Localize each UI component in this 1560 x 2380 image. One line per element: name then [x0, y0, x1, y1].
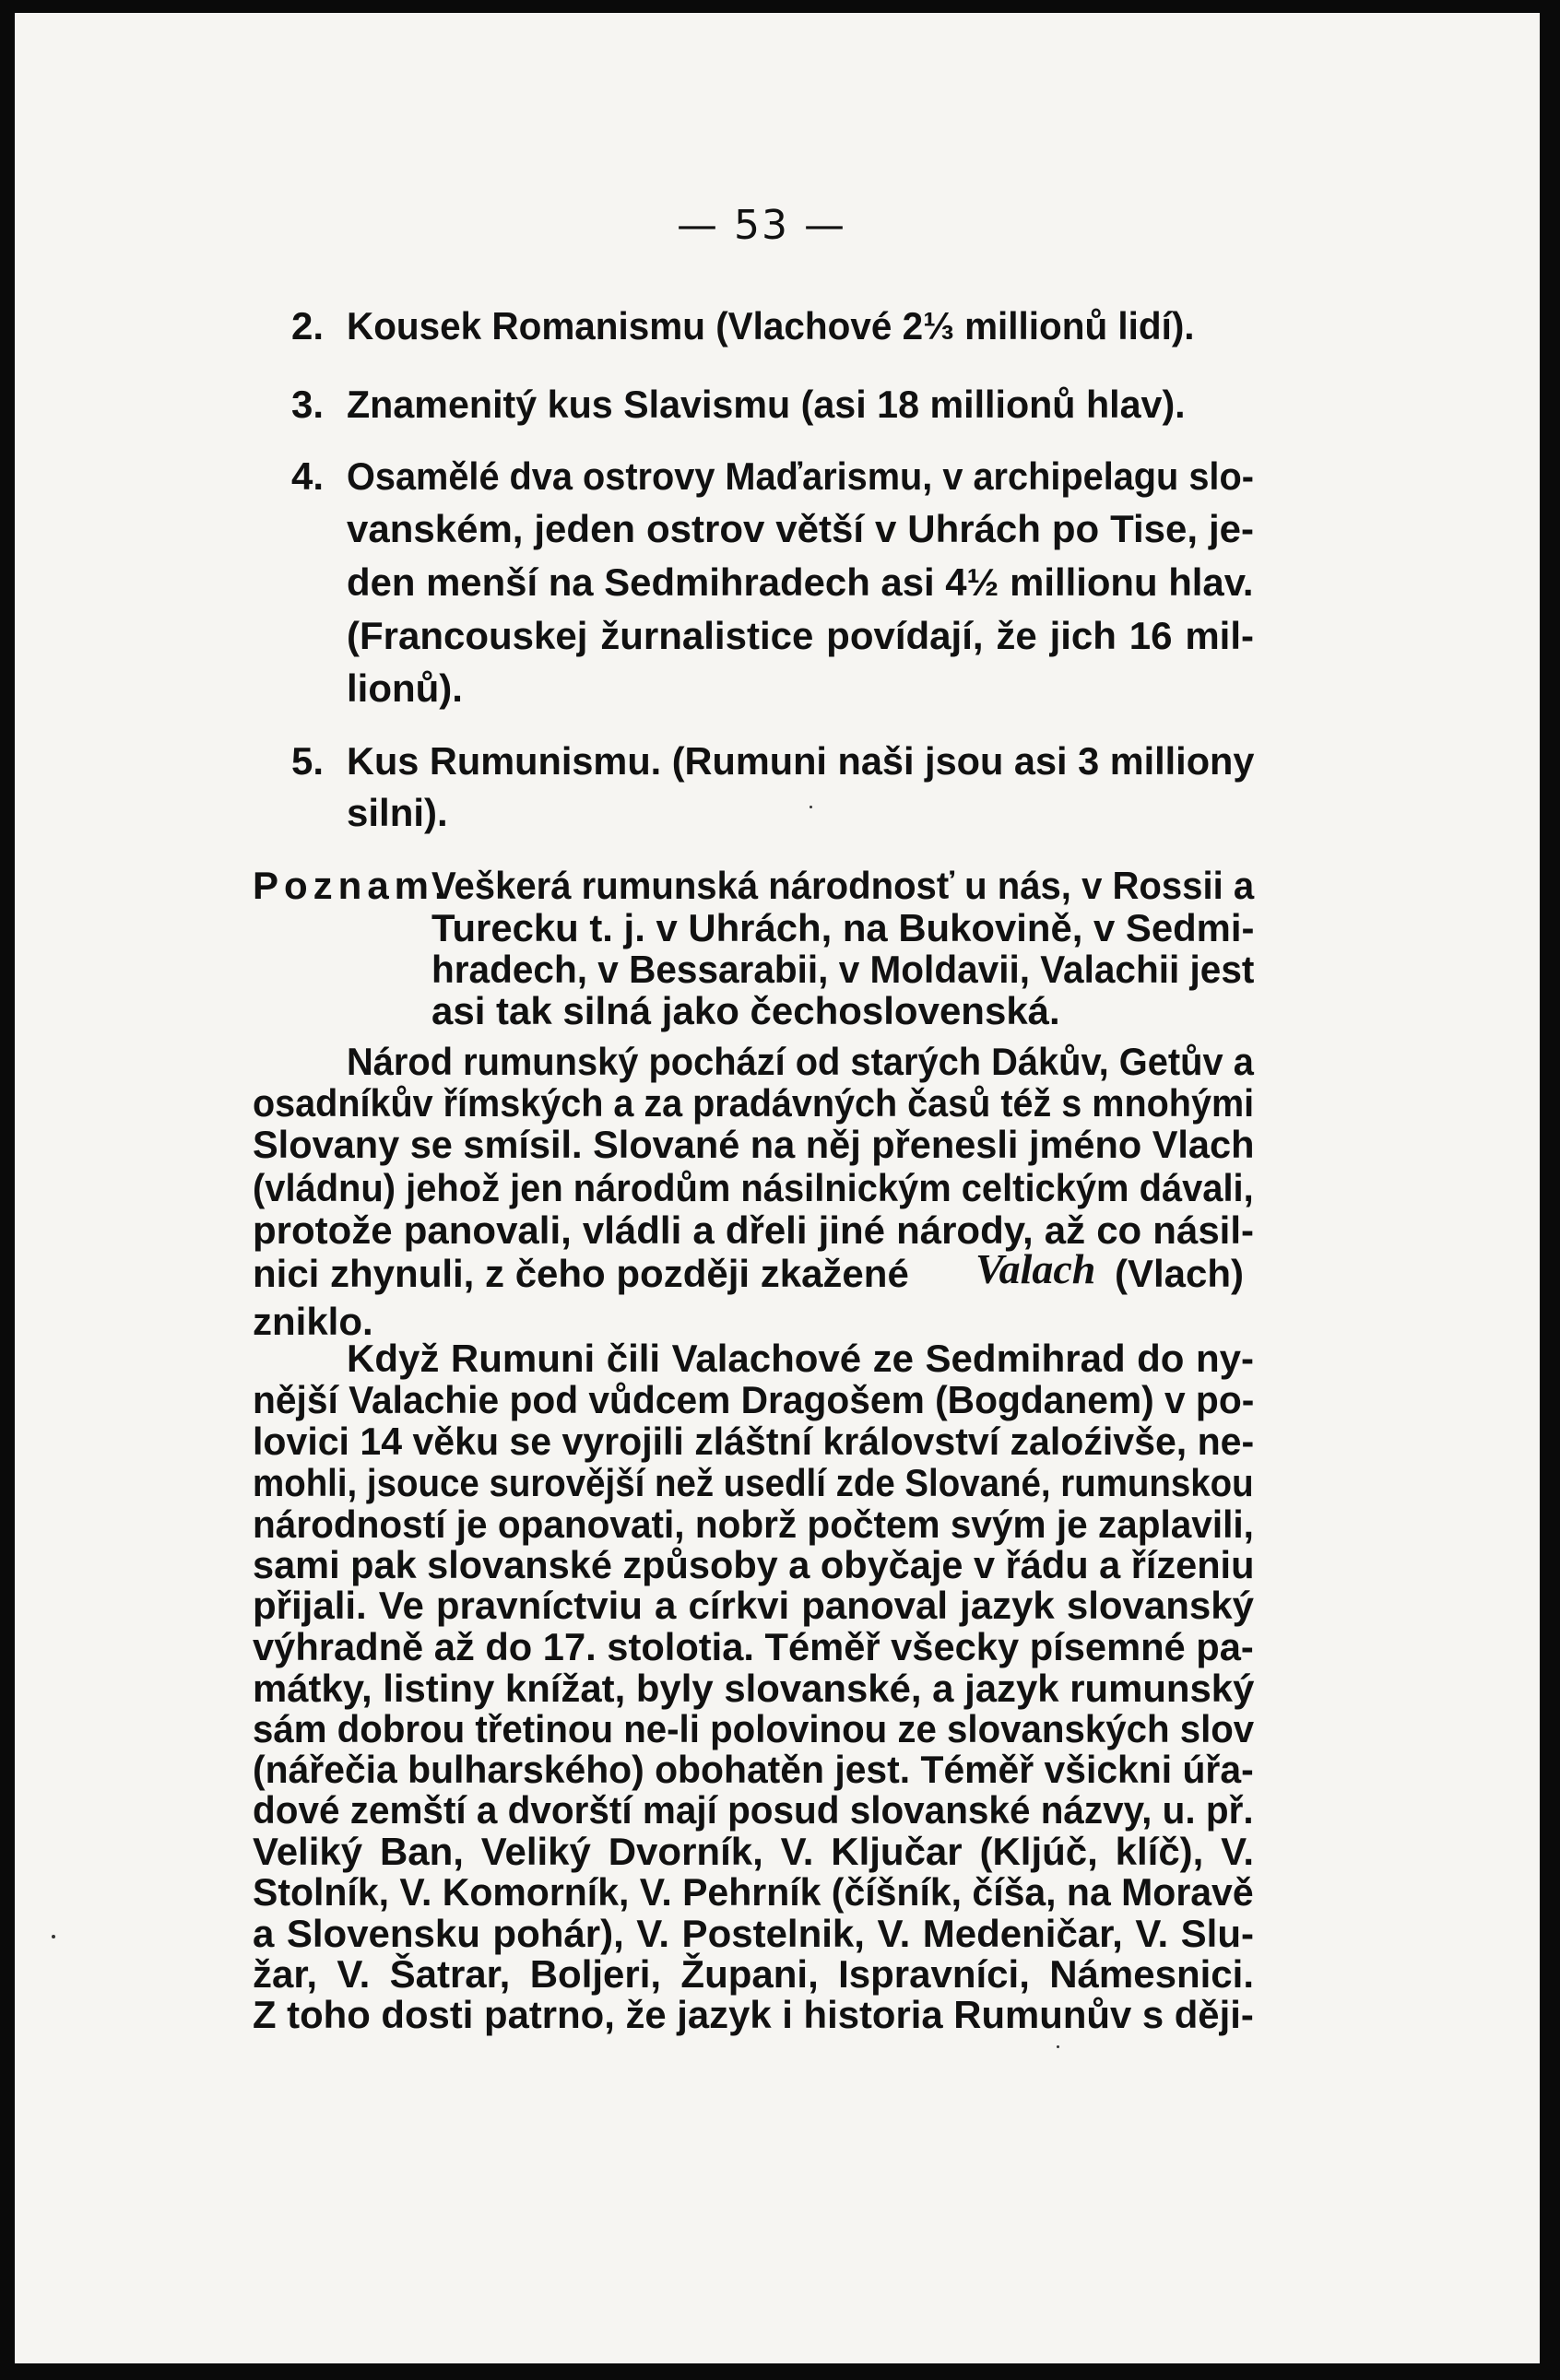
para2-line-11: (nářečia bulharského) obohatěn jest. Téměř všickni úřa- [253, 1748, 1254, 1791]
para2-line-7: přijali. Ve pravníctviu a církvi panoval jazyk slovanský [253, 1584, 1254, 1627]
para2-line-5: národností je opanovati, nobrž počtem svým je zaplavili, [253, 1502, 1254, 1546]
para2-line-16: žar, V. Šatrar, Boljeri, Župani, Ispravníci, Námesnici. [253, 1952, 1254, 1996]
para1-line-3: Slovany se smísil. Slované na něj přenesli jméno Vlach [253, 1123, 1255, 1166]
para1-line-6: nici zhynuli, z čeho později zkažené [253, 1252, 909, 1295]
note-line-3: hradech, v Bessarabii, v Moldavii, Valachii jest [431, 948, 1255, 991]
para2-line-8: výhradně až do 17. stolotia. Téměř všecky písemné pa- [253, 1625, 1254, 1668]
para2-line-13: Veliký Ban, Veliký Dvorník, V. Ključar (Kljúč, klíč), V. [253, 1830, 1254, 1873]
para1-line-6-end: (Vlach) [1115, 1252, 1245, 1295]
para2-line-10: sám dobrou třetinou ne-li polovinou ze slovanských slov [253, 1707, 1255, 1750]
scan-speck [810, 806, 812, 808]
list-item-4-line-2: vanském, jeden ostrov větší v Uhrách po Tise, je- [347, 507, 1254, 550]
list-number-5: 5. [291, 739, 325, 783]
note-line-1: Veškerá rumunská národnosť u nás, v Rossii a [431, 864, 1255, 907]
document-page [15, 13, 1540, 2363]
scan-speck [52, 1935, 55, 1938]
para2-line-17: Z toho dosti patrno, že jazyk i historia Rumunův s ději- [253, 1993, 1254, 2036]
para2-line-6: sami pak slovanské způsoby a obyčaje v řádu a řízeniu [253, 1543, 1255, 1586]
list-number-2: 2. [291, 304, 325, 348]
list-item-5-line-2: silni). [347, 791, 448, 834]
page-number: — 53 — [677, 202, 846, 249]
note-line-2: Turecku t. j. v Uhrách, na Bukovině, v Sedmi- [431, 906, 1255, 949]
list-item-4-line-4: (Francouskej žurnalistice povídají, že jich 16 mil- [347, 614, 1254, 657]
scan-speck [1057, 2045, 1059, 2048]
note-label: Poznam. [253, 864, 451, 907]
para2-line-12: dové zemští a dvorští mají posud slovanské názvy, u. př. [253, 1788, 1254, 1832]
para2-line-15: a Slovensku pohár), V. Postelnik, V. Medeničar, V. Slu- [253, 1912, 1254, 1955]
para2-line-3: lovici 14 věku se vyrojili zláštní království zaloźivše, ne- [253, 1420, 1255, 1463]
para2-line-9: mátky, listiny knížat, byly slovanské, a jazyk rumunský [253, 1667, 1255, 1710]
para2-line-1: Když Rumuni čili Valachové ze Sedmihrad do ny- [347, 1337, 1254, 1380]
para2-line-4: mohli, jsouce surovější než usedlí zde Slované, rumunskou [253, 1461, 1254, 1504]
para1-italic-valach: Valach [975, 1245, 1096, 1292]
para2-line-14: Stolník, V. Komorník, V. Pehrník (číšník, číša, na Moravě [253, 1870, 1254, 1914]
list-item-4-line-5: lionů). [347, 666, 463, 710]
list-item-2-line-1: Kousek Romanismu (Vlachové 2⅓ millionů lidí). [347, 304, 1195, 348]
list-number-4: 4. [291, 454, 325, 498]
para2-line-2: nější Valachie pod vůdcem Dragošem (Bogdanem) v po- [253, 1378, 1255, 1421]
note-line-4: asi tak silná jako čechoslovenská. [431, 989, 1060, 1032]
list-item-4-line-1: Osamělé dva ostrovy Maďarismu, v archipelagu slo- [347, 454, 1254, 498]
list-item-3-line-1: Znamenitý kus Slavismu (asi 18 millionů hlav). [347, 383, 1186, 426]
para1-line-5: protože panovali, vládli a dřeli jiné národy, až co násil- [253, 1208, 1254, 1252]
para1-line-2: osadníkův římských a za pradávných časů též s mnohými [253, 1081, 1255, 1125]
para1-line-4: (vládnu) jehož jen národům násilnickým celtickým dávali, [253, 1166, 1254, 1209]
list-item-4-line-3: den menší na Sedmihradech asi 4½ millionu hlav. [347, 560, 1254, 604]
list-item-5-line-1: Kus Rumunismu. (Rumuni naši jsou asi 3 milliony [347, 739, 1255, 783]
para1-line-1: Národ rumunský pochází od starých Dákův, Getův a [347, 1040, 1254, 1083]
para1-line-7: zniklo. [253, 1300, 373, 1343]
list-number-3: 3. [291, 383, 325, 426]
